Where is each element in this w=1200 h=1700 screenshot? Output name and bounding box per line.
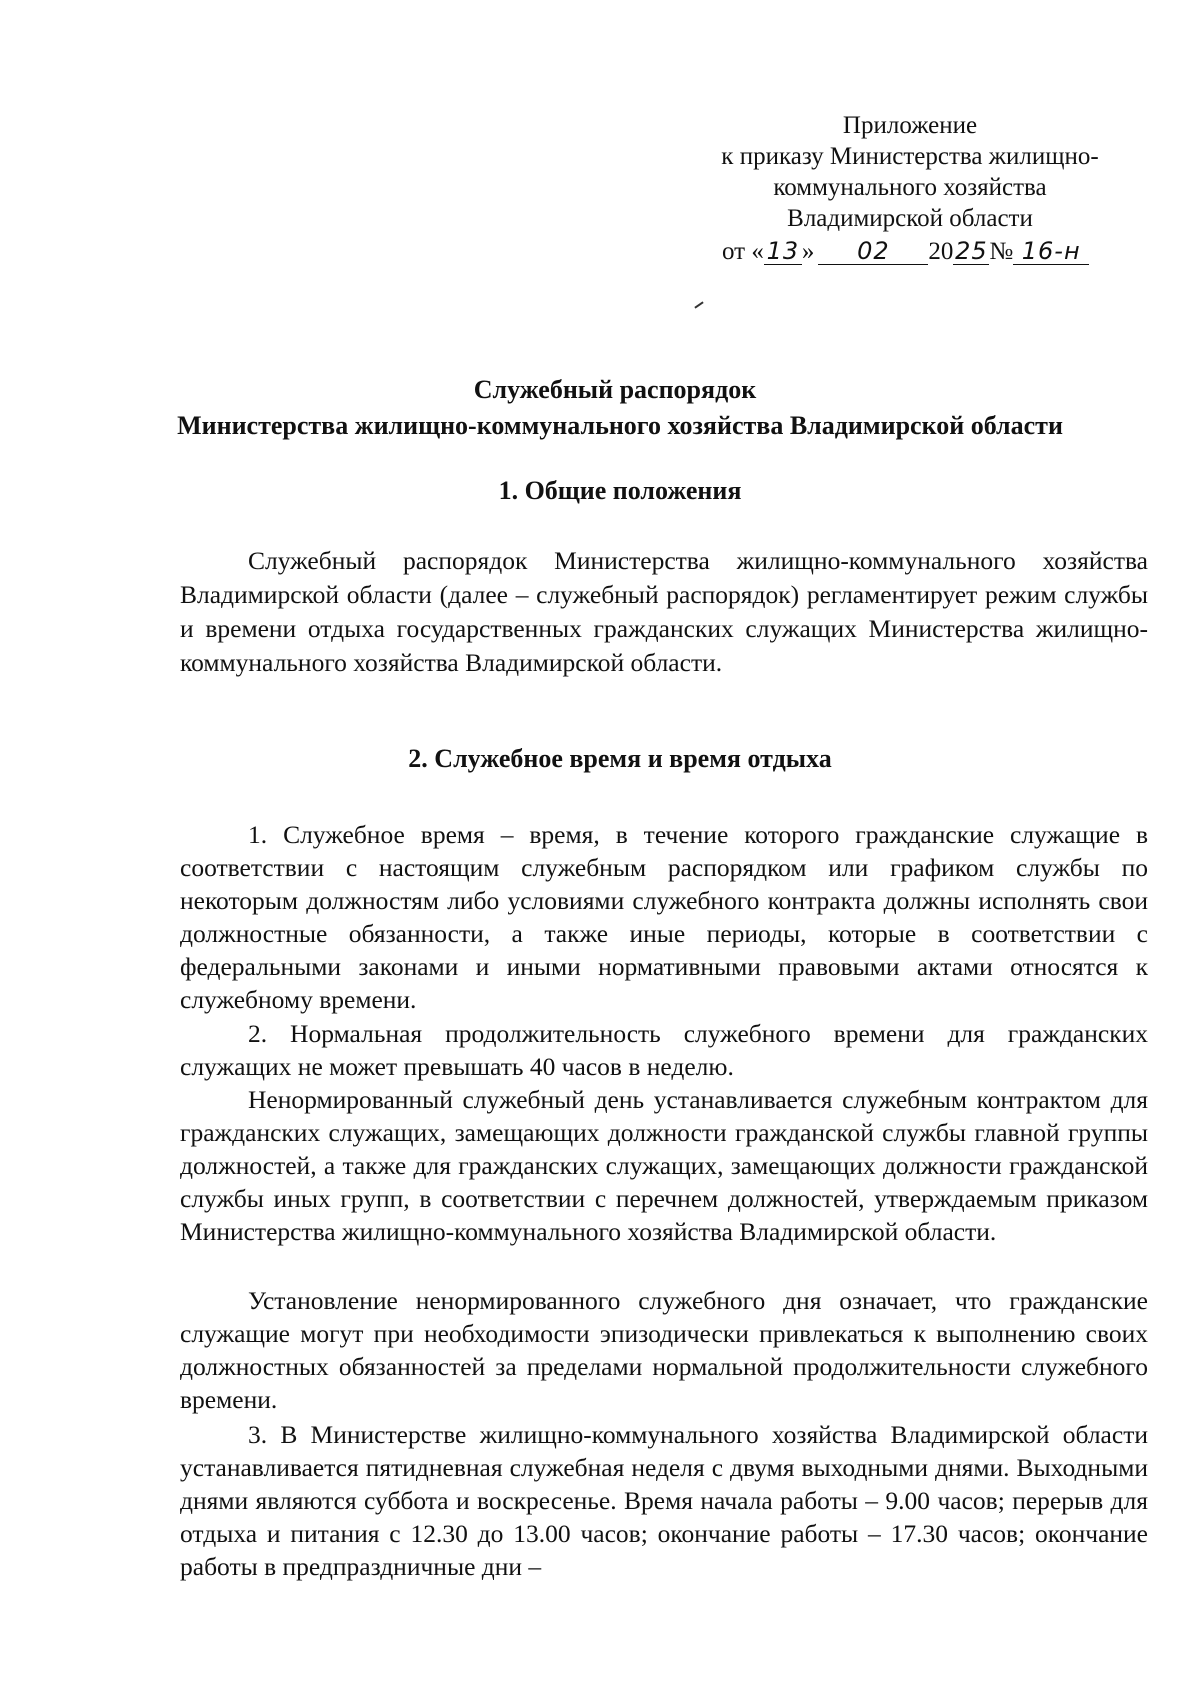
date-day-handwritten: 13 [764,238,802,265]
date-prefix: от « [722,238,764,265]
approval-ministry-line: коммунального хозяйства [773,174,1047,201]
date-year-prefix: 20 [928,238,954,265]
title-line-1: Служебный распорядок [473,375,757,404]
approval-region-line: Владимирской области [787,205,1033,232]
approval-block [680,110,1140,267]
irregular-day-meaning-paragraph: Установление ненормированного служебного дня означает, что гражданские служащие могут при необходимости эпизодически привлекаться к выполнению своих должностных обязанностей за пределами нормальной продолжительности служебного времени. [180,1286,1148,1414]
date-month-handwritten: 02 [818,238,928,265]
title-line-2: Министерства жилищно-коммунального хозяйства Владимирской области [177,411,1063,440]
section-1-heading: 1. Общие положения [498,476,742,505]
irregular-day-paragraph: Ненормированный служебный день устанавливается служебным контрактом для гражданских служащих, замещающих должности гражданской службы главной группы должностей, а также для гражданских служащих, замещающих должности гражданской службы иных групп, в соответствии с перечнем должностей, утверждаемым приказом Министерства жилищно-коммунального хозяйства Владимирской области. [180,1085,1148,1246]
stray-pen-mark [694,301,703,308]
clause-2-paragraph: 2. Нормальная продолжительность служебного времени для гражданских служащих не может превышать 40 часов в неделю. [180,1019,1148,1081]
clause-3-paragraph: 3. В Министерстве жилищно-коммунального хозяйства Владимирской области устанавливается пятидневная служебная неделя с двумя выходными днями. Выходными днями являются суббота и воскресенье. Время начала работы – 9.00 часов; перерыв для отдыха и питания с 12.30 до 13.00 часов; окончание работы – 17.30 часов; окончание работы в предпраздничные дни – [180,1420,1148,1581]
approval-label: Приложение [842,112,978,139]
approval-order-line: к приказу Министерства жилищно- [721,143,1099,170]
number-sign: № [989,238,1014,265]
order-number-handwritten: 16-н [1013,238,1089,265]
date-year-handwritten: 25 [955,237,988,265]
date-mid: » [801,238,815,265]
section-2-heading: 2. Служебное время и время отдыха [408,744,832,773]
clause-1-paragraph: 1. Служебное время – время, в течение которого гражданские служащие в соответствии с настоящим служебным распорядком или графиком службы по некоторым должностям либо условиями служебного контракта должны исполнять свои должностные обязанности, а также иные периоды, которые в соответствии с федеральными законами и иными нормативными правовыми актами относятся к служебному времени. [180,820,1148,1014]
document-title [0,372,1200,444]
approval-date-line [680,236,1140,267]
section-1-paragraph: Служебный распорядок Министерства жилищно-коммунального хозяйства Владимирской области (далее – служебный распорядок) регламентирует режим службы и времени отдыха государственных гражданских служащих Министерства жилищно-коммунального хозяйства Владимирской области. [180,546,1148,677]
